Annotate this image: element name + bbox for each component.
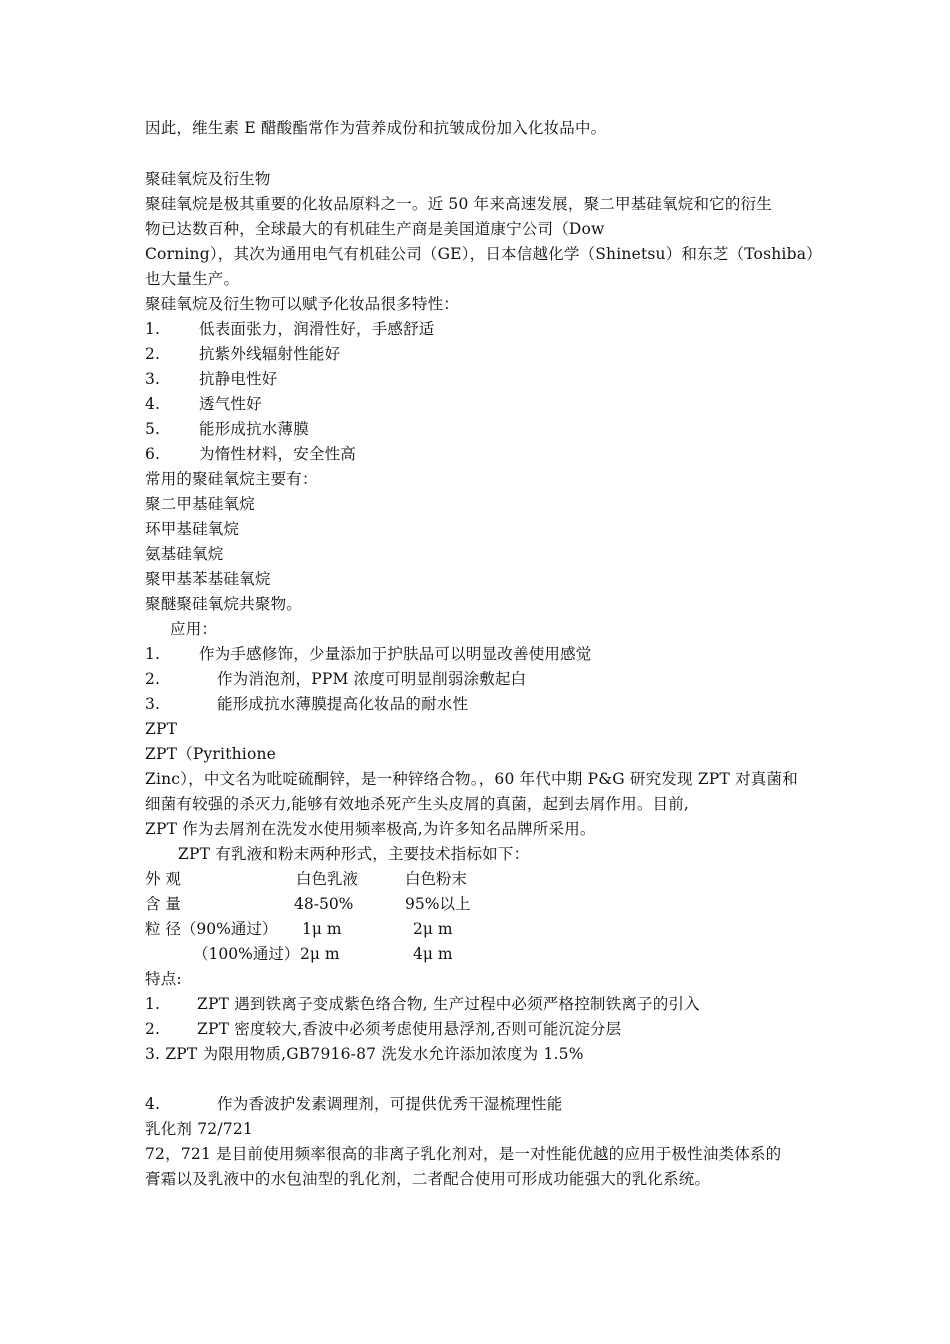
list-item [145, 393, 262, 415]
paragraph-line: 细菌有较强的杀灭力,能够有效地杀死产生头皮屑的真菌，起到去屑作用。目前, [145, 795, 690, 813]
list-number: 1. [145, 645, 161, 663]
paragraph-line: 聚甲基苯基硅氧烷 [145, 570, 271, 588]
spec-cell: 95%以上 [405, 895, 471, 913]
list-text: 能形成抗水薄膜提高化妆品的耐水性 [217, 695, 469, 713]
spec-label: 含 量 [145, 895, 181, 913]
spec-cell: 白色乳液 [296, 870, 359, 888]
paragraph-line: 聚硅氧烷及衍生物可以赋予化妆品很多特性： [145, 295, 460, 313]
spec-label: 外 观 [145, 870, 181, 888]
paragraph-line: 物已达数百种，全球最大的有机硅生产商是美国道康宁公司（Dow [145, 220, 605, 238]
list-number: 6. [145, 445, 161, 463]
application-heading: 应用： [170, 620, 218, 638]
list-text: 透气性好 [199, 395, 262, 413]
paragraph-line: Zinc），中文名为吡啶硫酮锌，是一种锌络合物。，60 年代中期 P&G 研究发现 ZPT 对真菌和 [145, 770, 798, 788]
list-item: 3. ZPT 为限用物质,GB7916-87 洗发水允许添加浓度为 1.5% [145, 1045, 584, 1063]
spec-cell: 2μ m [413, 920, 453, 938]
paragraph-line: ZPT 作为去屑剂在洗发水使用频率极高,为许多知名品牌所采用。 [145, 820, 596, 838]
list-text: 作为消泡剂，PPM 浓度可明显削弱涂敷起白 [217, 670, 527, 688]
section-title-emulsifier: 乳化剂 72/721 [145, 1120, 253, 1138]
list-number: 3. [145, 370, 161, 388]
list-item [145, 368, 278, 390]
list-item [145, 318, 435, 340]
paragraph-line: Corning），其次为通用电气有机硅公司（GE），日本信越化学（Shinetsu）和东芝（Toshiba） [145, 245, 822, 263]
paragraph-line: 聚二甲基硅氧烷 [145, 495, 255, 513]
list-item [145, 1093, 563, 1115]
list-item [145, 993, 700, 1015]
list-number: 2. [145, 345, 161, 363]
list-text: 抗紫外线辐射性能好 [199, 345, 341, 363]
list-item [145, 443, 357, 465]
list-item [145, 418, 309, 440]
list-number: 4. [145, 1095, 161, 1113]
paragraph-line: 膏霜以及乳液中的水包油型的乳化剂，二者配合使用可形成功能强大的乳化系统。 [145, 1170, 711, 1188]
list-item [145, 693, 469, 715]
list-item [145, 1018, 622, 1040]
spec-label: （100%通过） [193, 945, 300, 963]
spec-label: 粒 径（90%通过） [145, 920, 278, 938]
section-title-polysiloxane: 聚硅氧烷及衍生物 [145, 170, 271, 188]
list-item [145, 343, 341, 365]
paragraph-line: 环甲基硅氧烷 [145, 520, 240, 538]
intro-line: 因此，维生素 E 醋酸酯常作为营养成份和抗皱成份加入化妆品中。 [145, 119, 607, 137]
list-text: 为惰性材料，安全性高 [199, 445, 357, 463]
list-text: ZPT 密度较大,香波中必须考虑使用悬浮剂,否则可能沉淀分层 [197, 1020, 622, 1038]
spec-cell: 48-50% [294, 895, 354, 913]
list-number: 2. [145, 670, 161, 688]
paragraph-line: 氨基硅氧烷 [145, 545, 224, 563]
spec-cell: 白色粉末 [405, 870, 468, 888]
list-number: 2. [145, 1020, 161, 1038]
list-text: 抗静电性好 [199, 370, 278, 388]
list-text: ZPT 遇到铁离子变成紫色络合物, 生产过程中必须严格控制铁离子的引入 [197, 995, 700, 1013]
list-text: 低表面张力，润滑性好，手感舒适 [199, 320, 435, 338]
paragraph-line: 聚硅氧烷是极其重要的化妆品原料之一。近 50 年来高速发展，聚二甲基硅氧烷和它的衍生 [145, 195, 772, 213]
list-number: 1. [145, 995, 161, 1013]
paragraph-line: ZPT（Pyrithione [145, 745, 277, 763]
paragraph-line: 常用的聚硅氧烷主要有： [145, 470, 318, 488]
spec-cell: 2μ m [300, 945, 340, 963]
list-text: 能形成抗水薄膜 [199, 420, 309, 438]
spec-cell: 4μ m [413, 945, 453, 963]
paragraph-line: 72，721 是目前使用频率很高的非离子乳化剂对，是一对性能优越的应用于极性油类体系的 [145, 1145, 782, 1163]
features-heading: 特点: [145, 970, 182, 988]
list-text: 作为香波护发素调理剂，可提供优秀干湿梳理性能 [217, 1095, 563, 1113]
list-item [145, 668, 527, 690]
list-number: 3. [145, 695, 161, 713]
paragraph-line: ZPT 有乳液和粉末两种形式，主要技术指标如下： [178, 845, 530, 863]
list-number: 5. [145, 420, 161, 438]
list-number: 1. [145, 320, 161, 338]
list-item [145, 643, 592, 665]
paragraph-line: 也大量生产。 [145, 270, 240, 288]
section-title-zpt: ZPT [145, 720, 178, 738]
list-number: 4. [145, 395, 161, 413]
paragraph-line: 聚醚聚硅氧烷共聚物。 [145, 595, 303, 613]
list-text: 作为手感修饰，少量添加于护肤品可以明显改善使用感觉 [199, 645, 592, 663]
spec-cell: 1μ m [302, 920, 342, 938]
